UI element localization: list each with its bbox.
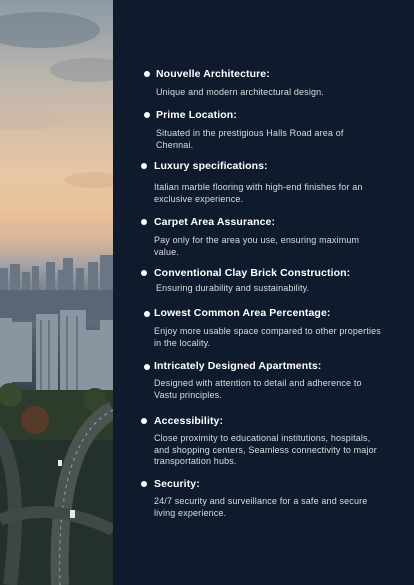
- feature-description: Designed with attention to detail and adherence to Vastu principles.: [154, 378, 362, 400]
- city-skyline-photo: [0, 0, 113, 585]
- bullet-icon: [141, 219, 147, 225]
- feature-description: Italian marble flooring with high-end finishes for an exclusive experience.: [154, 182, 363, 204]
- bullet-icon: [141, 270, 147, 276]
- feature-title: Lowest Common Area Percentage:: [154, 307, 331, 319]
- bullet-icon: [144, 311, 150, 317]
- feature-description: Close proximity to educational institutions, hospitals, and shopping centers, Seamless connectivity to major transportation hubs.: [154, 433, 377, 466]
- feature-title: Intricately Designed Apartments:: [154, 360, 322, 372]
- feature-description: Enjoy more usable space compared to other properties in the locality.: [154, 326, 381, 348]
- bullet-icon: [141, 481, 147, 487]
- feature-description: Situated in the prestigious Halls Road area of Chennai.: [156, 128, 344, 150]
- feature-description: Pay only for the area you use, ensuring maximum value.: [154, 235, 360, 257]
- feature-title: Accessibility:: [154, 415, 224, 427]
- bullet-icon: [144, 364, 150, 370]
- bullet-icon: [141, 418, 147, 424]
- feature-description: Ensuring durability and sustainability.: [156, 283, 310, 293]
- feature-title: Security:: [154, 478, 200, 490]
- bullet-icon: [144, 112, 150, 118]
- feature-title: Nouvelle Architecture:: [156, 68, 270, 80]
- feature-title: Luxury specifications:: [154, 160, 268, 172]
- feature-description: Unique and modern architectural design.: [156, 87, 324, 97]
- feature-title: Carpet Area Assurance:: [154, 216, 276, 228]
- bullet-icon: [141, 163, 147, 169]
- feature-title: Conventional Clay Brick Construction:: [154, 267, 351, 279]
- features-panel: [113, 0, 414, 585]
- skyline-illustration: [0, 0, 113, 585]
- feature-description: 24/7 security and surveillance for a safe and secure living experience.: [154, 496, 368, 518]
- bullet-icon: [144, 71, 150, 77]
- feature-title: Prime Location:: [156, 109, 237, 121]
